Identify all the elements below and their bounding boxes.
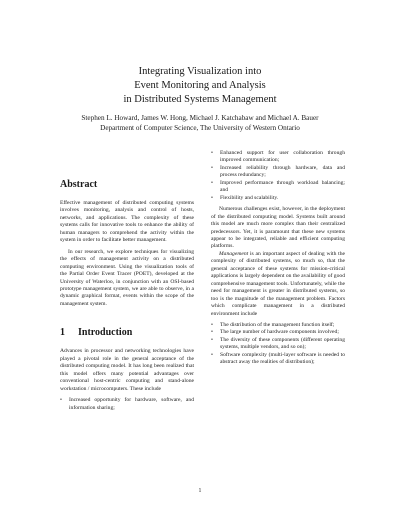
abstract-paragraph-2: In our research, we explore techniques for visualizing the effects of management activity on a distributed computing environment. Using the visualization tools of the Partial Order Event Tracer (POET), developed at the University of Waterloo, in conjunction with an OSI-based prototype management system, we are able to observe, in a dynamic graphical format, events within the scope of the management system. — [60, 248, 194, 307]
page-number: 1 — [198, 488, 202, 494]
management-paragraph-text: is an important aspect of dealing with the complexity of distributed systems, so much so, that the general acceptance of these systems for mission-critical applications is largely dependent on the availability of good comprehensive management tools. Unfortunately, while the need for management is greater in distributed systems, so too is the magnitude of the management problem. Factors which complicate management in a distributed environment include — [211, 250, 345, 317]
title-line-3: in Distributed Systems Management — [123, 94, 277, 105]
challenges-paragraph: Numerous challenges exist, however, in the deployment of the distributed computing model. Systems built around this model are much more complex than their centralized predecessors. Yet, it is paramount that these new systems appear to be integrated, reliable and efficient computing platforms. — [211, 206, 345, 250]
paper-title — [0, 65, 400, 107]
section-number: 1 — [60, 327, 65, 339]
abstract-paragraph-1: Effective management of distributed computing systems involves monitoring, analysis and control of hosts, networks, and applications. The complexity of these systems calls for innovative tools to enhance the ability of human managers to comprehend the activity within the system in order to facilitate better management. — [60, 200, 194, 244]
author-block — [0, 113, 400, 133]
abstract-heading: Abstract — [60, 179, 98, 190]
advantages-list-right — [211, 150, 345, 202]
title-line-1: Integrating Visualization into — [138, 66, 262, 77]
list-item: • Improved performance through workload balancing; and — [211, 180, 345, 195]
introduction-paragraph-1: Advances in processor and networking technologies have played a pivotal role in the general acceptance of the distributed computing model. It has long been realized that this model offers many potential advantages over conventional host-centric computing and stand-alone workstation / microcomputers. These include — [60, 348, 194, 392]
section-title: Introduction — [78, 327, 133, 339]
list-item: • Increased opportunity for hardware, software, and information sharing; — [60, 397, 194, 412]
right-column — [211, 150, 345, 371]
advantages-list-left — [60, 397, 194, 412]
list-item: • Software complexity (multi-layer software is needed to abstract away the realities of distribution); — [211, 352, 345, 367]
complications-list — [211, 322, 345, 367]
left-column — [60, 179, 194, 416]
list-item: • The diversity of these components (different operating systems, multiple vendors, and so on); — [211, 337, 345, 352]
list-item: • The distribution of the management function itself; — [211, 322, 345, 329]
introduction-heading — [60, 327, 194, 339]
authors-line: Stephen L. Howard, James W. Hong, Michael J. Katchabaw and Michael A. Bauer — [81, 114, 319, 122]
title-line-2: Event Monitoring and Analysis — [134, 80, 266, 91]
affiliation-line: Department of Computer Science, The University of Western Ontario — [100, 124, 300, 132]
management-paragraph — [211, 251, 345, 318]
list-item: • The large number of hardware components involved; — [211, 329, 345, 336]
management-term: Management — [219, 250, 249, 257]
list-item: • Increased reliability through hardware, data and process redundancy; — [211, 165, 345, 180]
list-item: • Flexibility and scalability. — [211, 195, 345, 202]
list-item: • Enhanced support for user collaboration through improved communication; — [211, 150, 345, 165]
